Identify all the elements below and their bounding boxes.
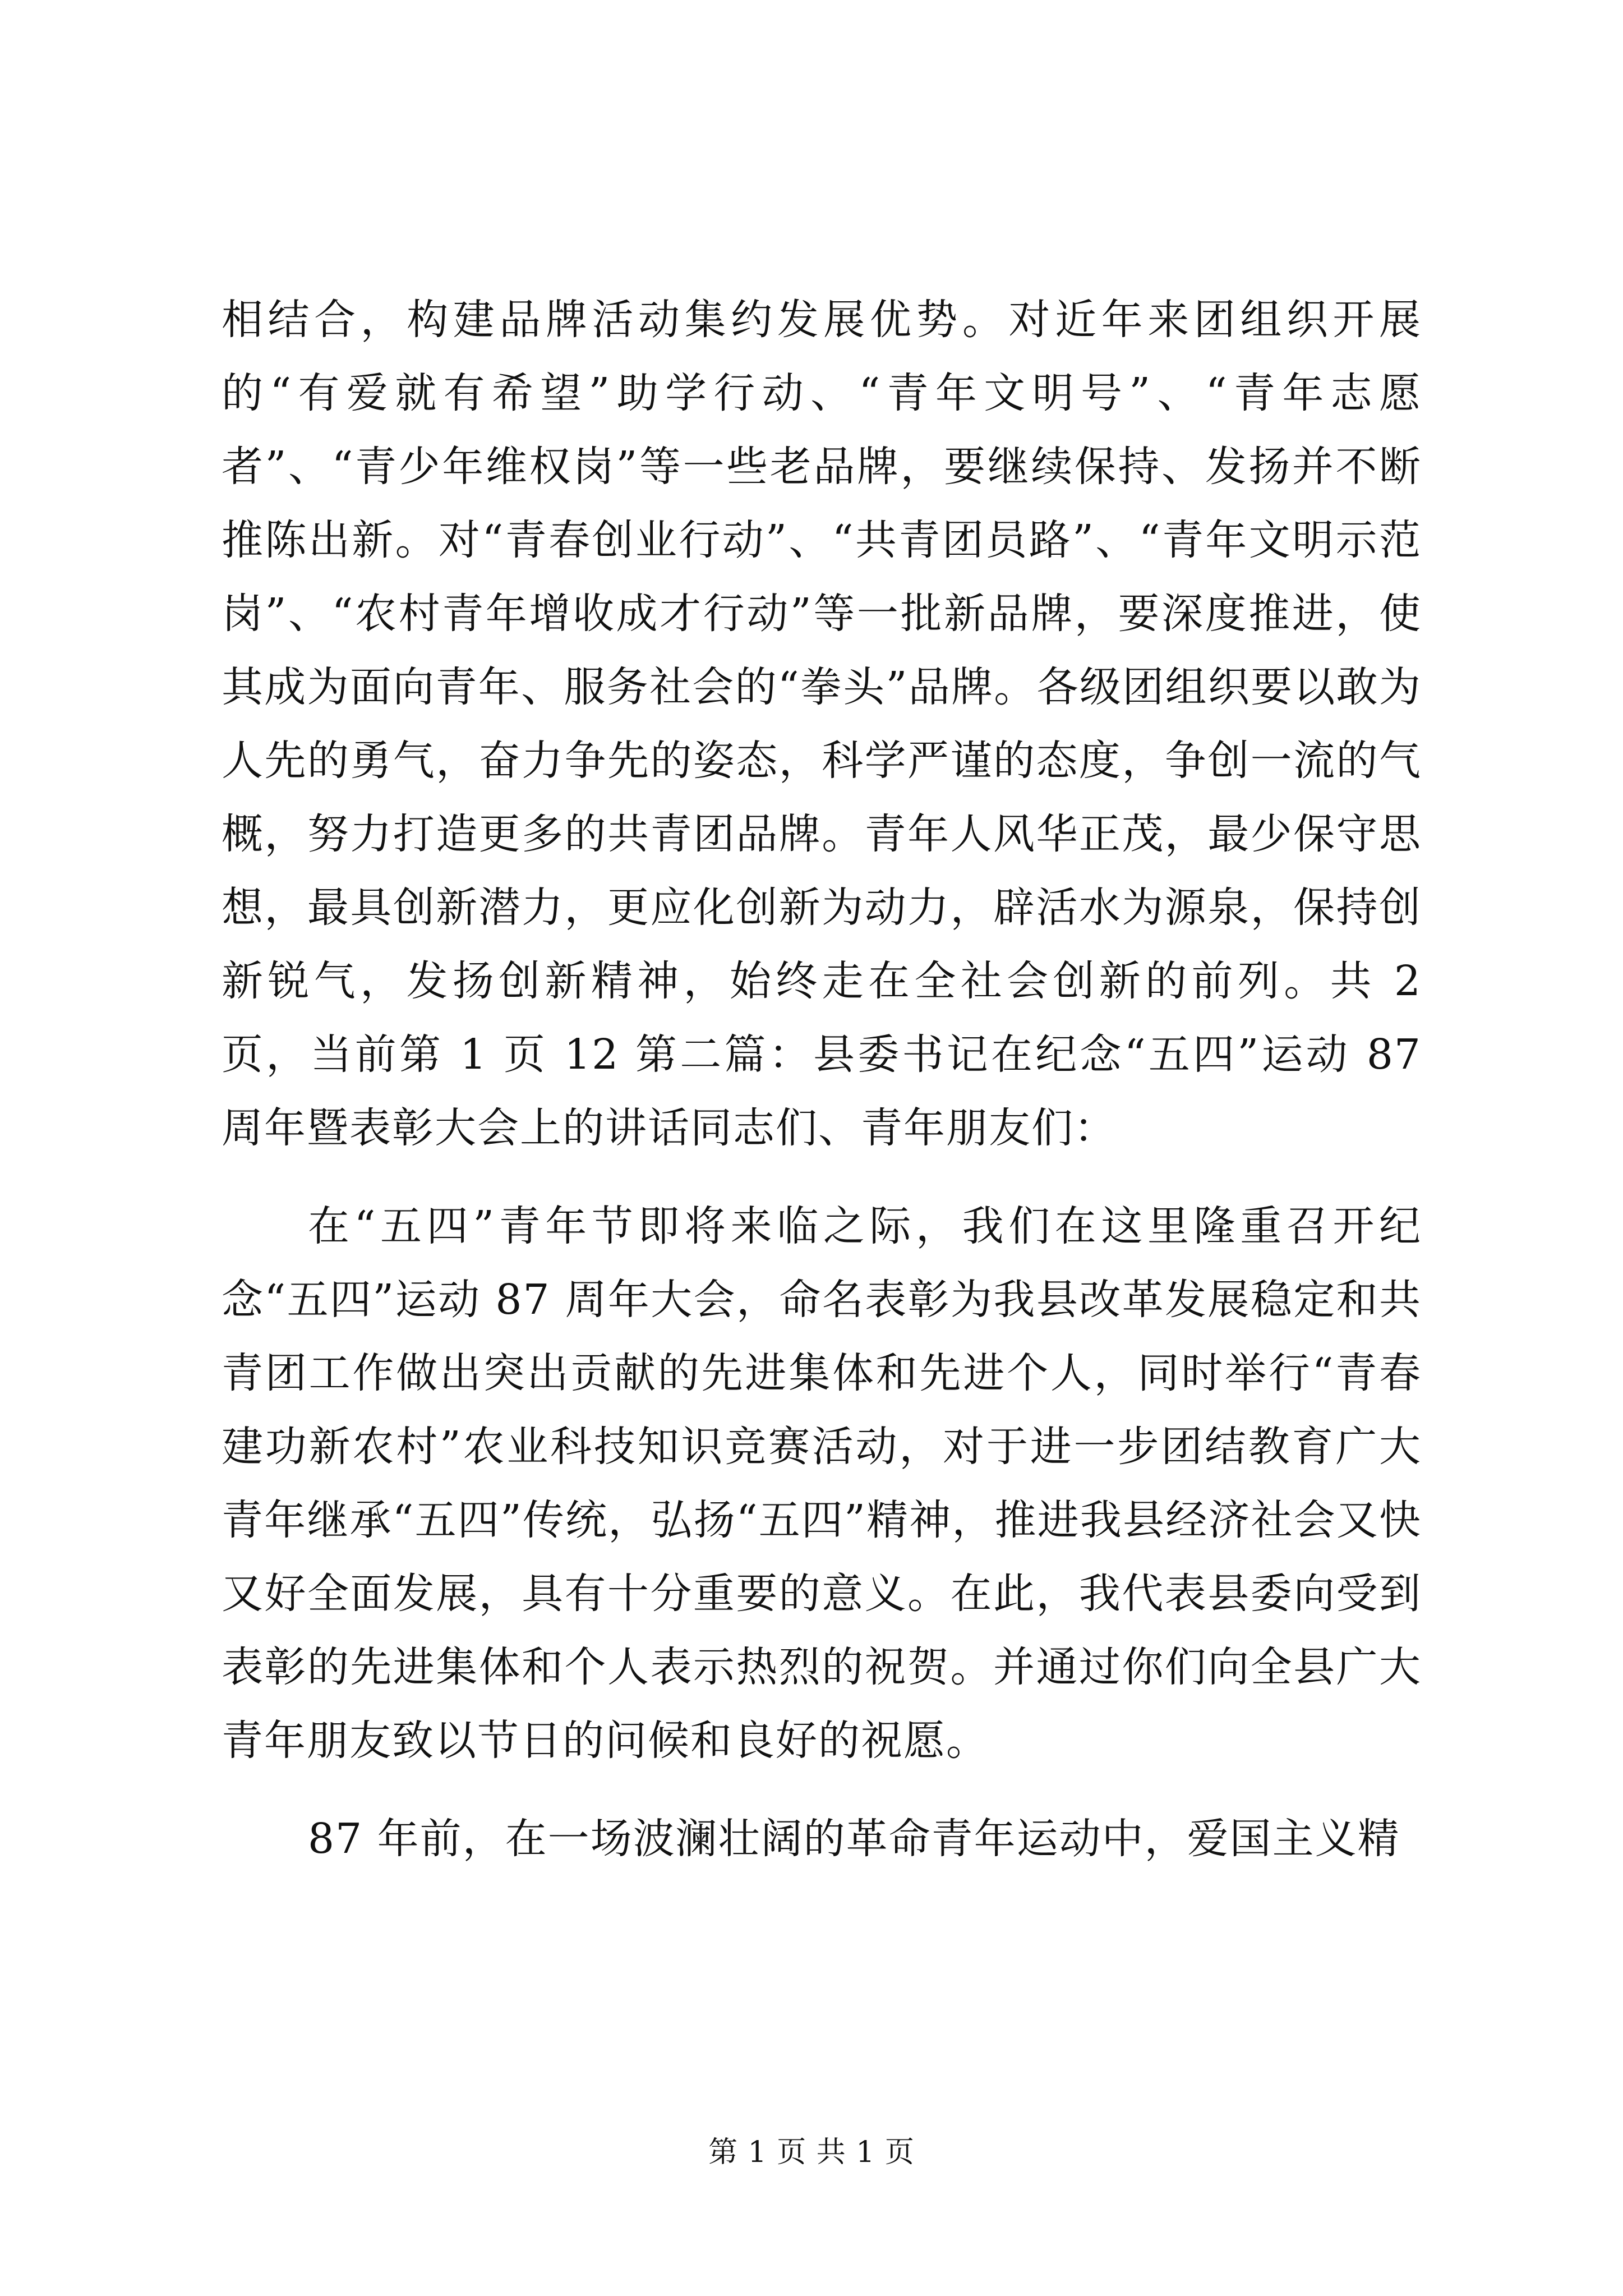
paragraph-1: 相结合，构建品牌活动集约发展优势。对近年来团组织开展的“有爱就有希望”助学行动、“青年文明号”、“青年志愿者”、“青少年维权岗”等一些老品牌，要继续保持、发扬并不断推陈出新。对“青春创业行动”、“共青团员路”、“青年文明示范岗”、“农村青年增收成才行动”等一批新品牌，要深度推进，使其成为面向青年、服务社会的“拳头”品牌。各级团组织要以敢为人先的勇气，奋力争先的姿态，科学严谨的态度，争创一流的气概，努力打造更多的共青团品牌。青年人风华正茂，最少保守思想，最具创新潜力，更应化创新为动力，辟活水为源泉，保持创新锐气，发扬创新精神，始终走在全社会创新的前列。共 2 页，当前第 1 页 12 第二篇：县委书记在纪念“五四”运动 87 周年暨表彰大会上的讲话同志们、青年朋友们：	[222, 296, 1422, 1152]
page-footer: 第 1 页 共 1 页	[708, 2136, 915, 2169]
paragraph-2: 在“五四”青年节即将来临之际，我们在这里隆重召开纪念“五四”运动 87 周年大会，命名表彰为我县改革发展稳定和共青团工作做出突出贡献的先进集体和先进个人，同时举行“青春建功新农村”农业科技知识竞赛活动，对于进一步团结教育广大青年继承“五四”传统，弘扬“五四”精神，推进我县经济社会又快又好全面发展，具有十分重要的意义。在此，我代表县委向受到表彰的先进集体和个人表示热烈的祝贺。并通过你们向全县广大青年朋友致以节日的问候和良好的祝愿。	[222, 1202, 1422, 1765]
paragraph-3: 87 年前，在一场波澜壮阔的革命青年运动中，爱国主义精	[308, 1815, 1400, 1863]
body-text	[222, 283, 1422, 1901]
